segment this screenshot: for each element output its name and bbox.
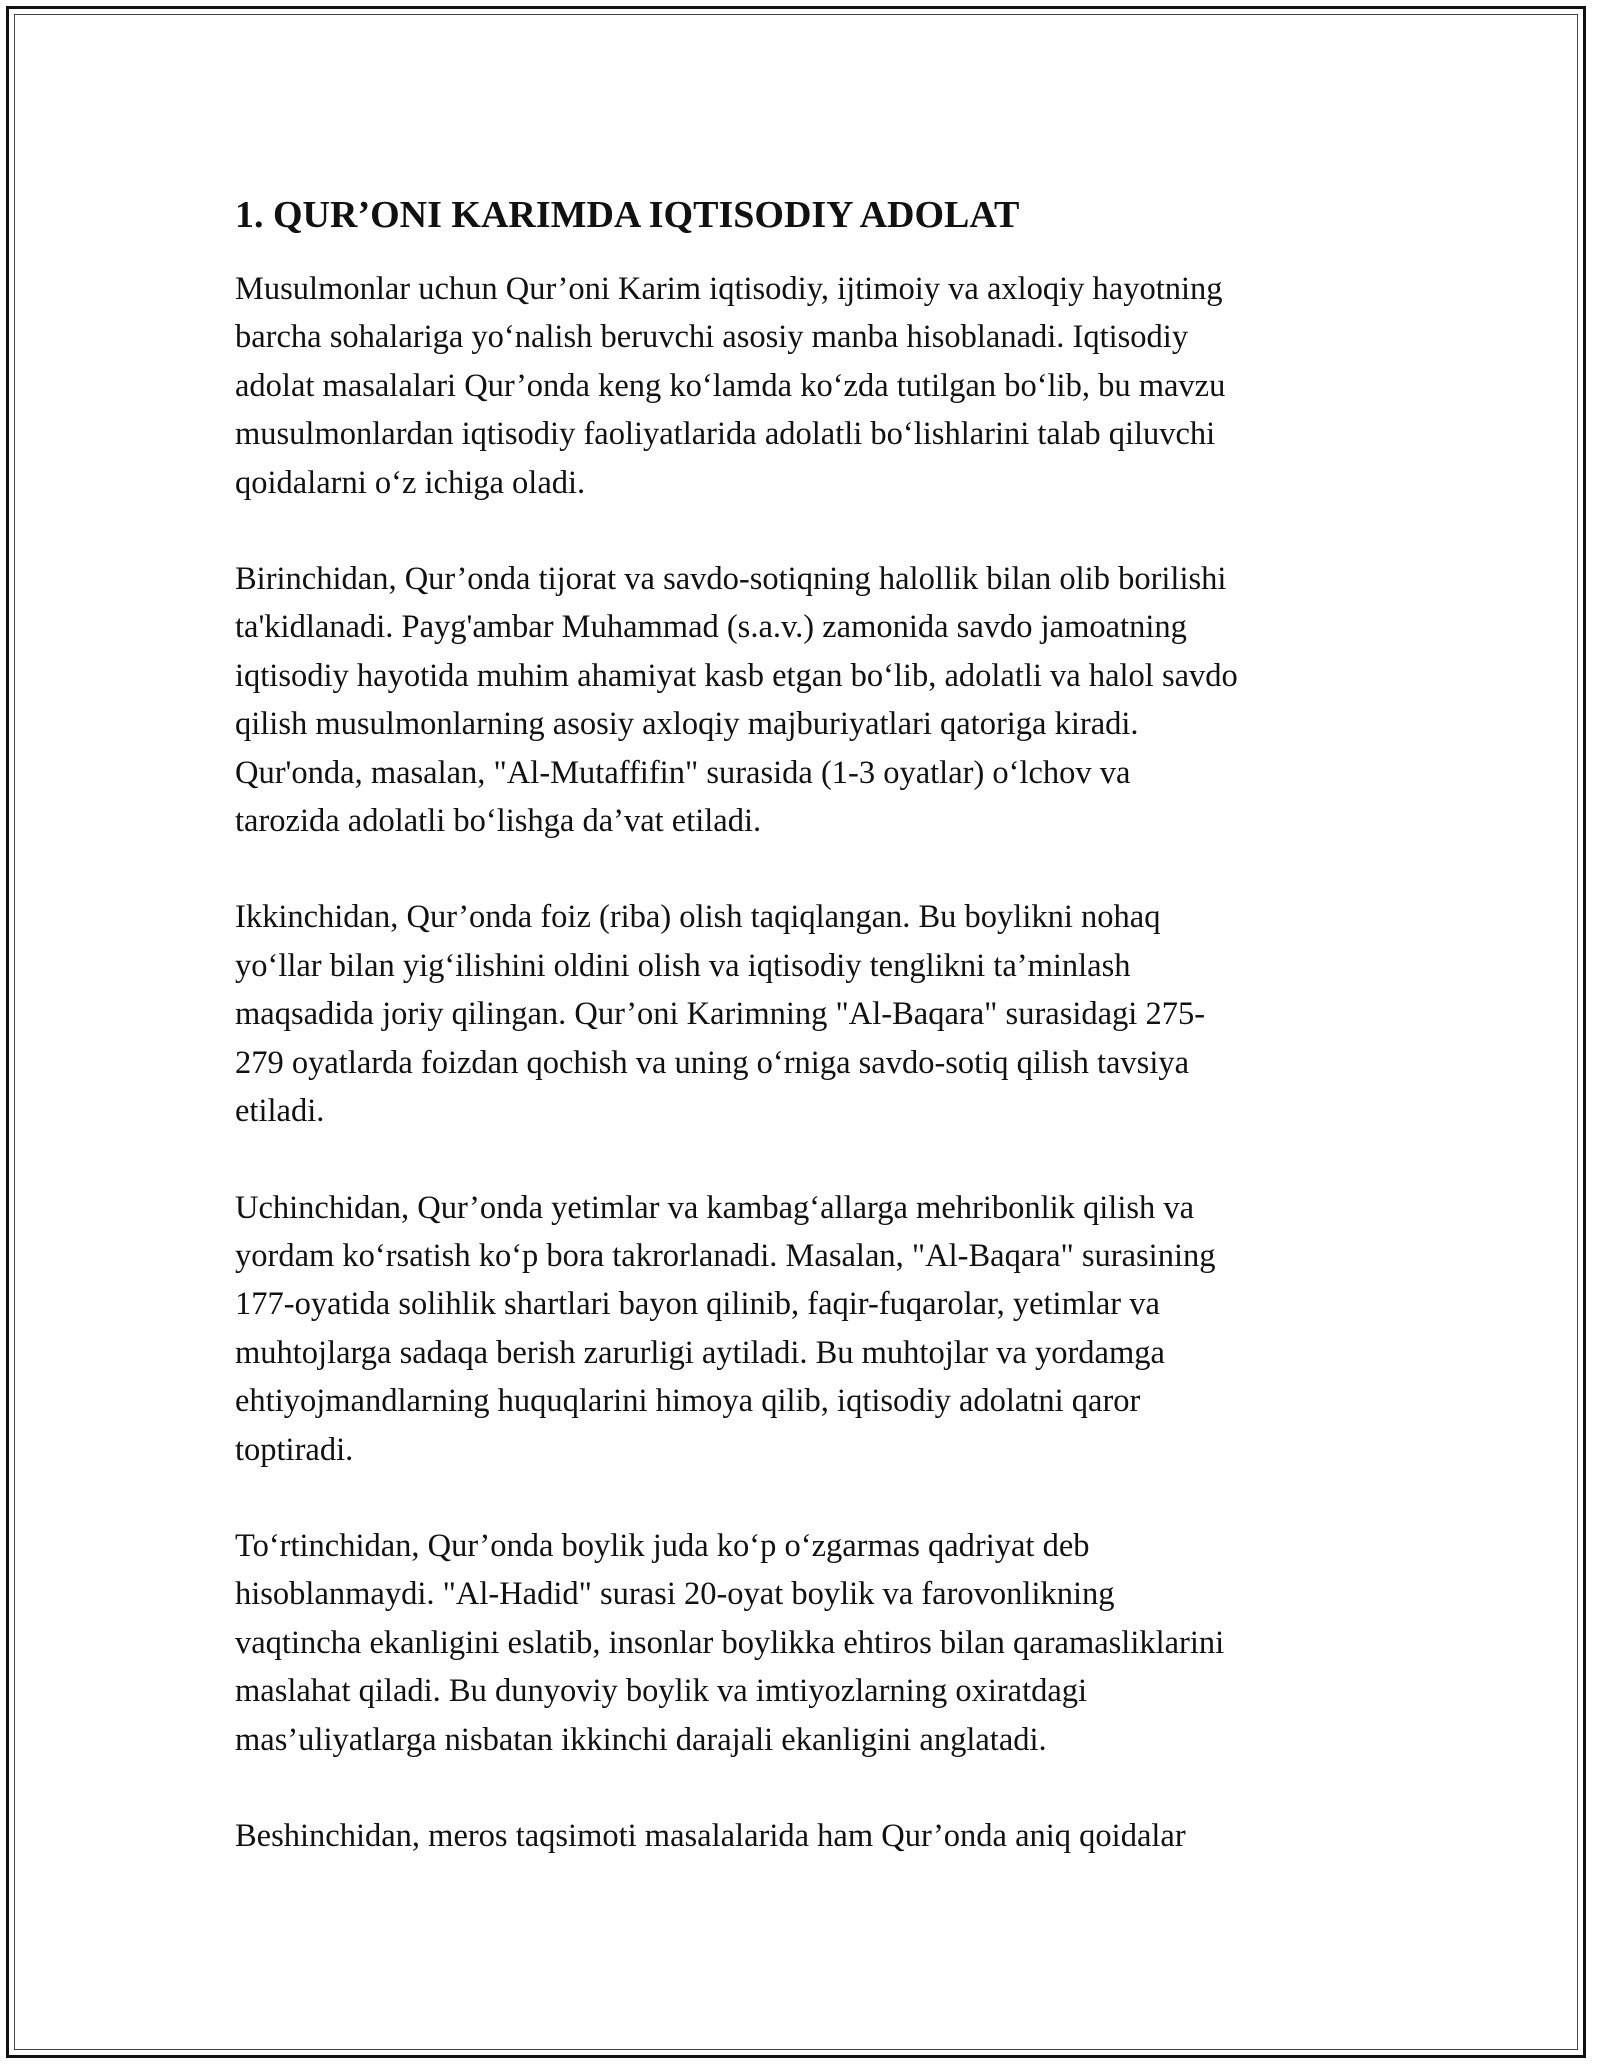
paragraph-line: iqtisodiy hayotida muhim ahamiyat kasb etgan bo‘lib, adolatli va halol savdo — [235, 657, 1238, 694]
paragraph-line: barcha sohalariga yo‘nalish beruvchi asosiy manba hisoblanadi. Iqtisodiy — [235, 319, 1189, 356]
paragraph-line: toptiradi. — [235, 1431, 354, 1468]
paragraph-first-point — [235, 555, 1375, 845]
paragraph-line: Birinchidan, Qur’onda tijorat va savdo-sotiqning halollik bilan olib borilishi — [235, 561, 1227, 598]
paragraph-line: muhtojlarga sadaqa berish zarurligi aytiladi. Bu muhtojlar va yordamga — [235, 1334, 1165, 1371]
paragraph-line: qilish musulmonlarning asosiy axloqiy majburiyatlari qatoriga kiradi. — [235, 706, 1139, 743]
document-body — [235, 185, 1375, 1908]
paragraph-line: hisoblanmaydi. "Al-Hadid" surasi 20-oyat boylik va farovonlikning — [235, 1576, 1115, 1613]
paragraph-line: adolat masalalari Qur’onda keng ko‘lamda ko‘zda tutilgan bo‘lib, bu mavzu — [235, 367, 1226, 404]
paragraph-line: 177-oyatida solihlik shartlari bayon qilinib, faqir-fuqarolar, yetimlar va — [235, 1286, 1160, 1323]
paragraph-line: maslahat qiladi. Bu dunyoviy boylik va imtiyozlarning oxiratdagi — [235, 1673, 1088, 1710]
paragraph-line: ta'kidlanadi. Payg'ambar Muhammad (s.a.v.) zamonida savdo jamoatning — [235, 609, 1187, 646]
paragraph-line: Musulmonlar uchun Qur’oni Karim iqtisodiy, ijtimoiy va axloqiy hayotning — [235, 271, 1223, 307]
section-title: 1. QUR’ONI KARIMDA IQTISODIY ADOLAT — [235, 194, 1020, 236]
paragraph-line: ehtiyojmandlarning huquqlarini himoya qilib, iqtisodiy adolatni qaror — [235, 1383, 1141, 1420]
paragraph-line: musulmonlardan iqtisodiy faoliyatlarida adolatli bo‘lishlarini talab qiluvchi — [235, 416, 1216, 453]
paragraph-line: Ikkinchidan, Qur’onda foiz (riba) olish taqiqlangan. Bu boylikni nohaq — [235, 899, 1161, 936]
paragraph-line: yordam ko‘rsatish ko‘p bora takrorlanadi. Masalan, "Al-Baqara" surasining — [235, 1237, 1216, 1274]
paragraph-line: qoidalarni o‘z ichiga oladi. — [235, 464, 586, 501]
paragraph-line: Beshinchidan, meros taqsimoti masalalarida ham Qur’onda aniq qoidalar — [235, 1817, 1186, 1854]
paragraph-line: maqsadida joriy qilingan. Qur’oni Karimning "Al-Baqara" surasidagi 275- — [235, 996, 1206, 1033]
paragraph-line: mas’uliyatlarga nisbatan ikkinchi darajali ekanligini anglatadi. — [235, 1721, 1047, 1758]
paragraph-line: tarozida adolatli bo‘lishga da’vat etiladi. — [235, 803, 762, 840]
paragraph-line: vaqtincha ekanligini eslatib, insonlar boylikka ehtiros bilan qaramasliklarini — [235, 1624, 1225, 1661]
paragraph-line: 279 oyatlarda foizdan qochish va uning o‘rniga savdo-sotiq qilish tavsiya — [235, 1044, 1190, 1081]
paragraph-second-point — [235, 893, 1375, 1135]
paragraph-fifth-point — [235, 1812, 1375, 1860]
paragraph-line: Uchinchidan, Qur’onda yetimlar va kambag‘allarga mehribonlik qilish va — [235, 1189, 1195, 1226]
paragraph-fourth-point — [235, 1522, 1375, 1764]
paragraph-third-point — [235, 1184, 1375, 1474]
paragraph-line: To‘rtinchidan, Qur’onda boylik juda ko‘p o‘zgarmas qadriyat deb — [235, 1527, 1090, 1564]
paragraph-intro — [235, 265, 1375, 507]
paragraph-line: etiladi. — [235, 1093, 325, 1130]
paragraph-line: Qur'onda, masalan, "Al-Mutaffifin" surasida (1-3 oyatlar) o‘lchov va — [235, 754, 1131, 791]
paragraph-line: yo‘llar bilan yig‘ilishini oldini olish va iqtisodiy tenglikni ta’minlash — [235, 947, 1131, 984]
